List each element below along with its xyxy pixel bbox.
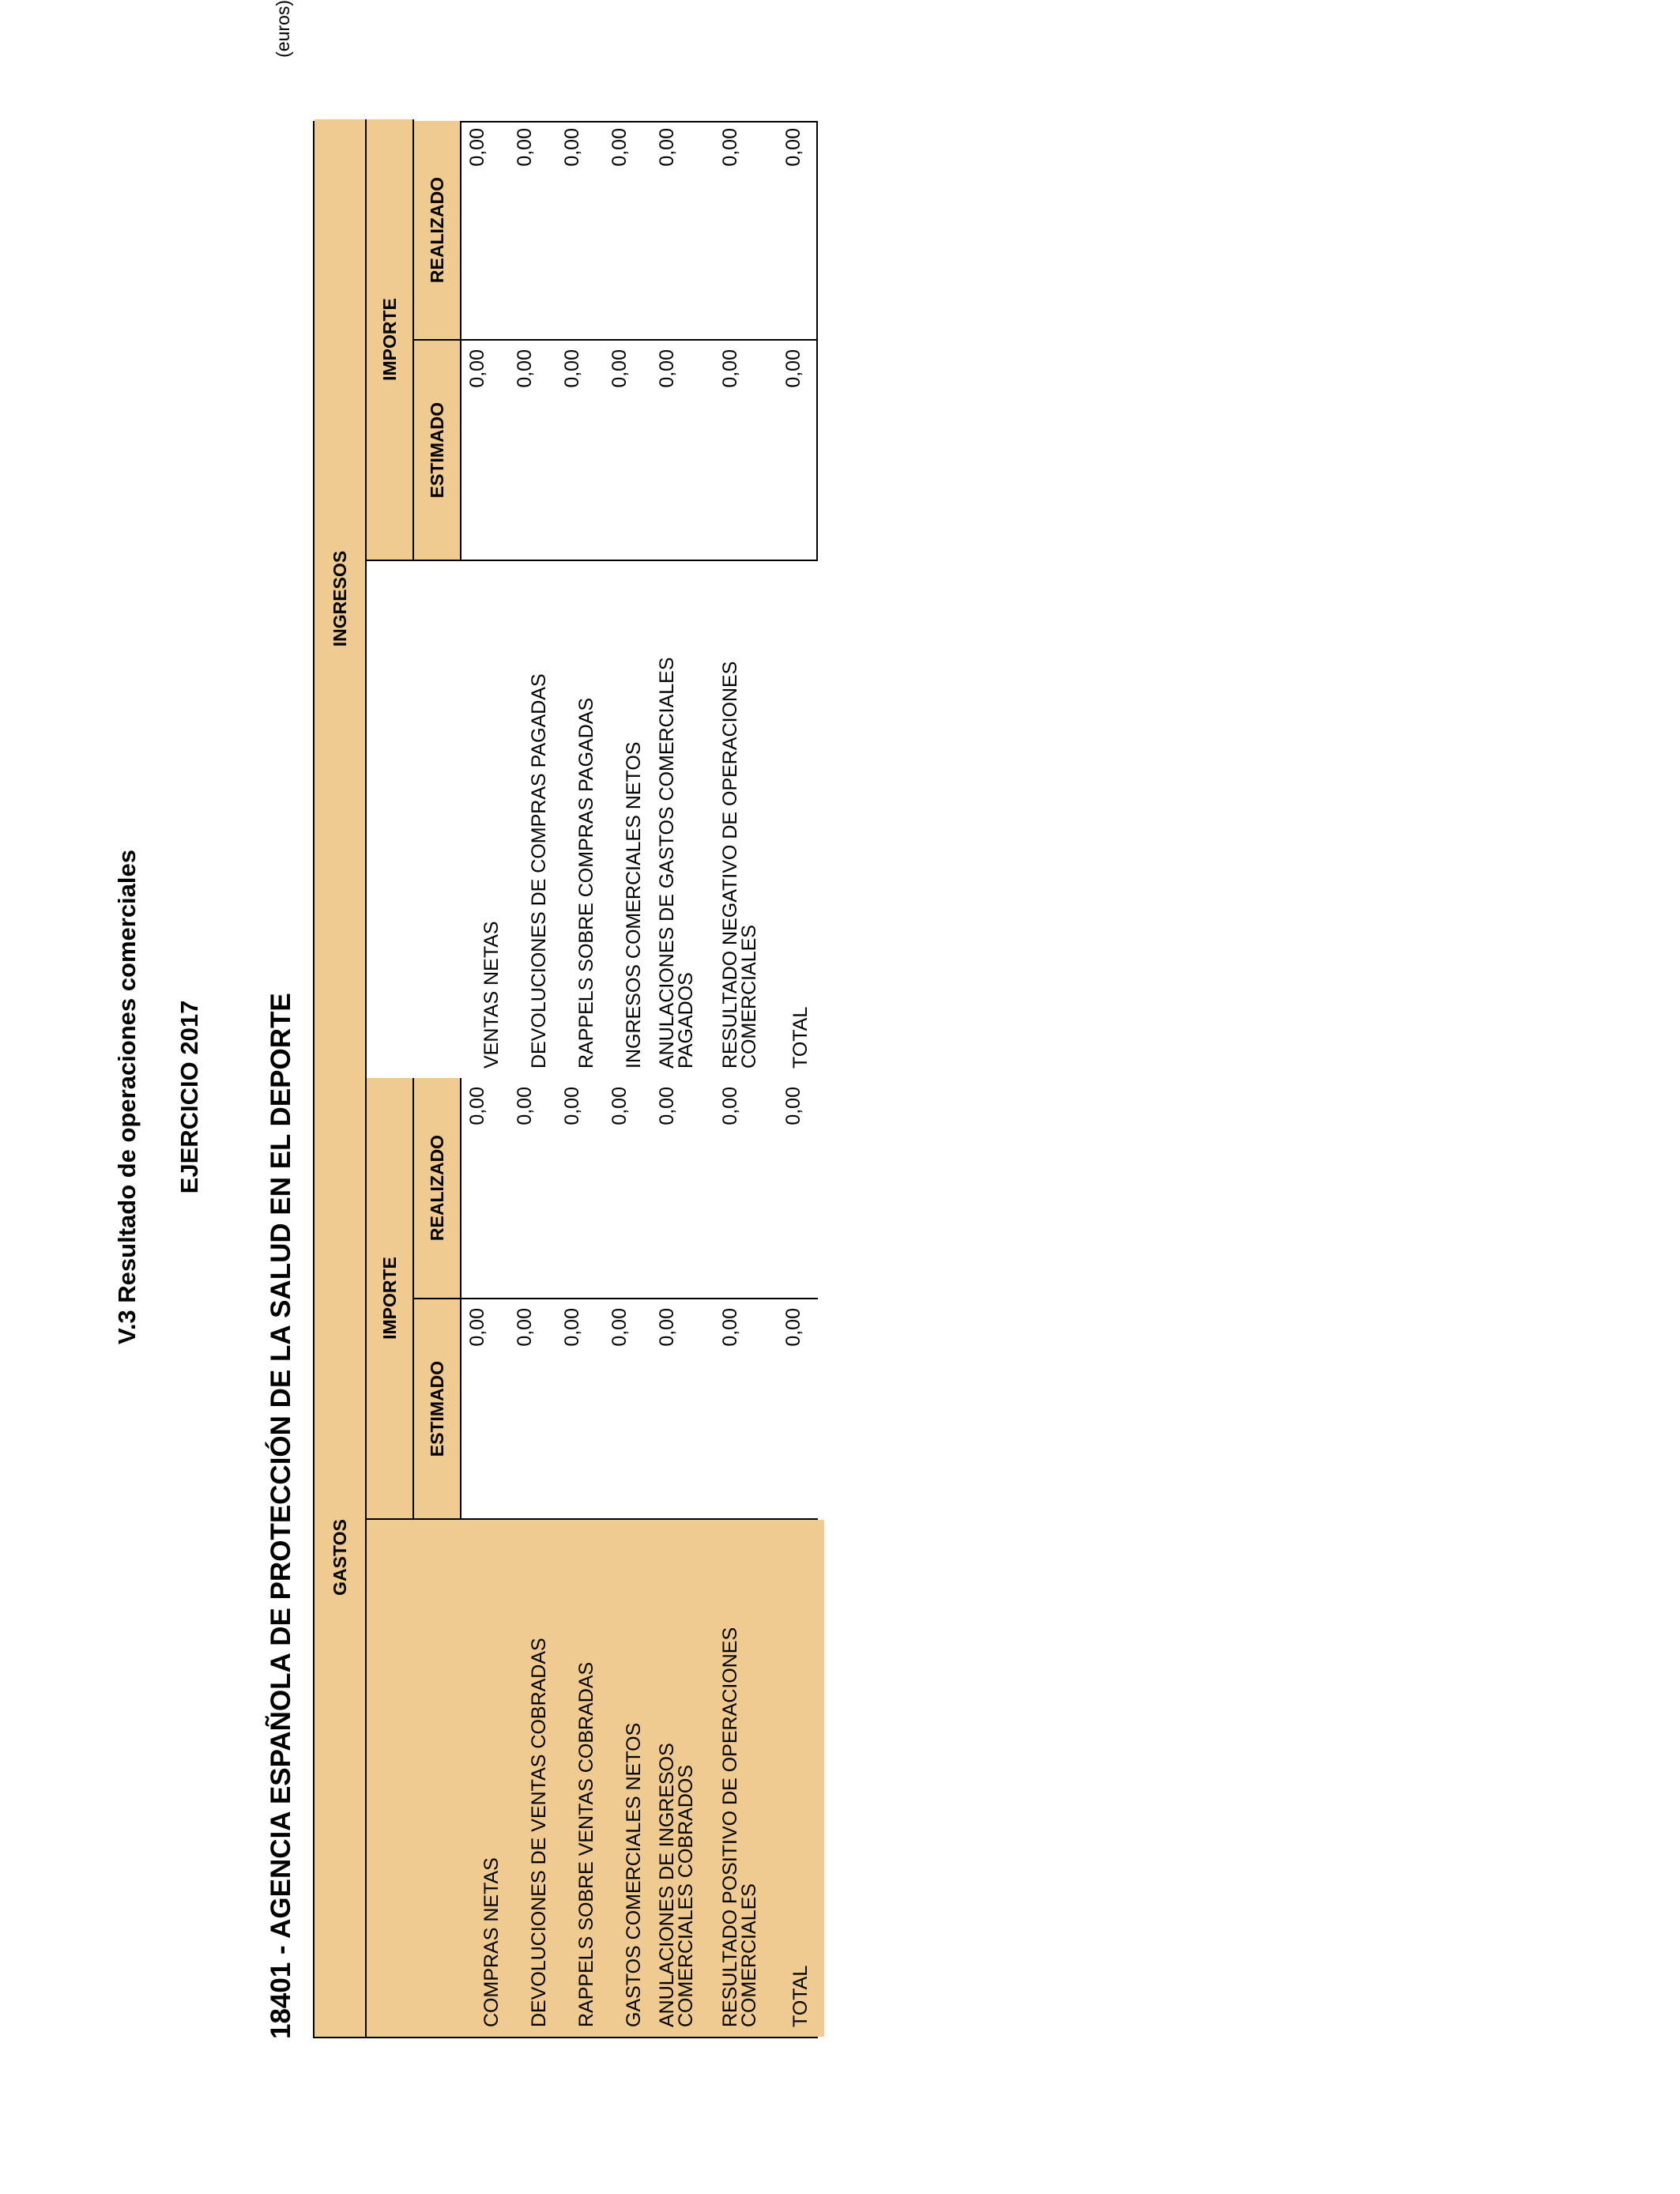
gastos-row-realizado: 0,00 bbox=[656, 1087, 678, 1125]
importe-header-ingresos: IMPORTE bbox=[367, 119, 414, 561]
gastos-row-estimado: 0,00 bbox=[656, 1308, 678, 1347]
ingresos-row-label: VENTAS NETAS bbox=[480, 921, 503, 1069]
ingresos-row-estimado: 0,00 bbox=[466, 349, 488, 388]
ingresos-row-label: DEVOLUCIONES DE COMPRAS PAGADAS bbox=[528, 673, 550, 1069]
entity-name: 18401 - AGENCIA ESPAÑOLA DE PROTECCIÓN DE LA SALUD EN EL DEPORTE bbox=[266, 993, 296, 2039]
gastos-row-label: TOTAL bbox=[789, 1965, 812, 2027]
ingresos-row-estimado: 0,00 bbox=[608, 349, 631, 388]
gastos-row-realizado: 0,00 bbox=[719, 1087, 741, 1125]
ingresos-row-realizado: 0,00 bbox=[466, 128, 488, 167]
exercise-year: EJERCICIO 2017 bbox=[175, 1000, 203, 1194]
gastos-row-realizado: 0,00 bbox=[466, 1087, 488, 1125]
gastos-row-estimado: 0,00 bbox=[466, 1308, 488, 1347]
ingresos-row-estimado: 0,00 bbox=[719, 349, 741, 388]
estimado-header-gastos: ESTIMADO bbox=[414, 1299, 461, 1520]
ingresos-row-label: TOTAL bbox=[789, 1006, 812, 1069]
gastos-row-realizado: 0,00 bbox=[561, 1087, 583, 1125]
ingresos-row-realizado: 0,00 bbox=[561, 128, 583, 167]
gastos-row-estimado: 0,00 bbox=[608, 1308, 631, 1347]
ingresos-row-estimado: 0,00 bbox=[561, 349, 583, 388]
gastos-header: GASTOS bbox=[315, 1078, 367, 2037]
gastos-row-label: GASTOS COMERCIALES NETOS bbox=[623, 1722, 645, 2027]
ingresos-row-realizado: 0,00 bbox=[782, 128, 804, 167]
gastos-row-realizado: 0,00 bbox=[608, 1087, 631, 1125]
ingresos-row-estimado: 0,00 bbox=[656, 349, 678, 388]
ingresos-header: INGRESOS bbox=[315, 119, 367, 1078]
ingresos-row-realizado: 0,00 bbox=[608, 128, 631, 167]
realizado-header-gastos: REALIZADO bbox=[414, 1078, 461, 1299]
ingresos-row-estimado: 0,00 bbox=[514, 349, 536, 388]
realizado-header-ingresos: REALIZADO bbox=[414, 121, 461, 341]
gastos-row-label: RESULTADO POSITIVO DE OPERACIONES COMERCIALES bbox=[719, 1627, 760, 2027]
gastos-row-label: ANULACIONES DE INGRESOS COMERCIALES COBRADOS bbox=[656, 1743, 697, 2027]
gastos-row-estimado: 0,00 bbox=[719, 1308, 741, 1347]
ingresos-row-label: RESULTADO NEGATIVO DE OPERACIONES COMERCIALES bbox=[719, 661, 760, 1069]
estimado-header-ingresos: ESTIMADO bbox=[414, 341, 461, 561]
ingresos-row-label: RAPPELS SOBRE COMPRAS PAGADAS bbox=[575, 697, 597, 1069]
ingresos-row-realizado: 0,00 bbox=[514, 128, 536, 167]
table-overlay bbox=[313, 121, 818, 2038]
ingresos-row-estimado: 0,00 bbox=[782, 349, 804, 388]
gastos-row-estimado: 0,00 bbox=[561, 1308, 583, 1347]
gastos-row-estimado: 0,00 bbox=[514, 1308, 536, 1347]
ingresos-row-realizado: 0,00 bbox=[656, 128, 678, 167]
report-title: V.3 Resultado de operaciones comerciales bbox=[113, 849, 141, 1345]
importe-header-gastos: IMPORTE bbox=[367, 1078, 412, 1520]
ingresos-row-label: INGRESOS COMERCIALES NETOS bbox=[623, 741, 645, 1069]
gastos-row-label: COMPRAS NETAS bbox=[480, 1857, 503, 2027]
gastos-row-estimado: 0,00 bbox=[782, 1308, 804, 1347]
ingresos-row-realizado: 0,00 bbox=[719, 128, 741, 167]
units-label: (euros) bbox=[273, 0, 293, 58]
ingresos-row-label: ANULACIONES DE GASTOS COMERCIALES PAGADOS bbox=[656, 657, 697, 1069]
gastos-row-realizado: 0,00 bbox=[514, 1087, 536, 1125]
gastos-row-label: RAPPELS SOBRE VENTAS COBRADAS bbox=[575, 1661, 597, 2027]
gastos-row-realizado: 0,00 bbox=[782, 1087, 804, 1125]
gastos-row-label: DEVOLUCIONES DE VENTAS COBRADAS bbox=[528, 1638, 550, 2027]
